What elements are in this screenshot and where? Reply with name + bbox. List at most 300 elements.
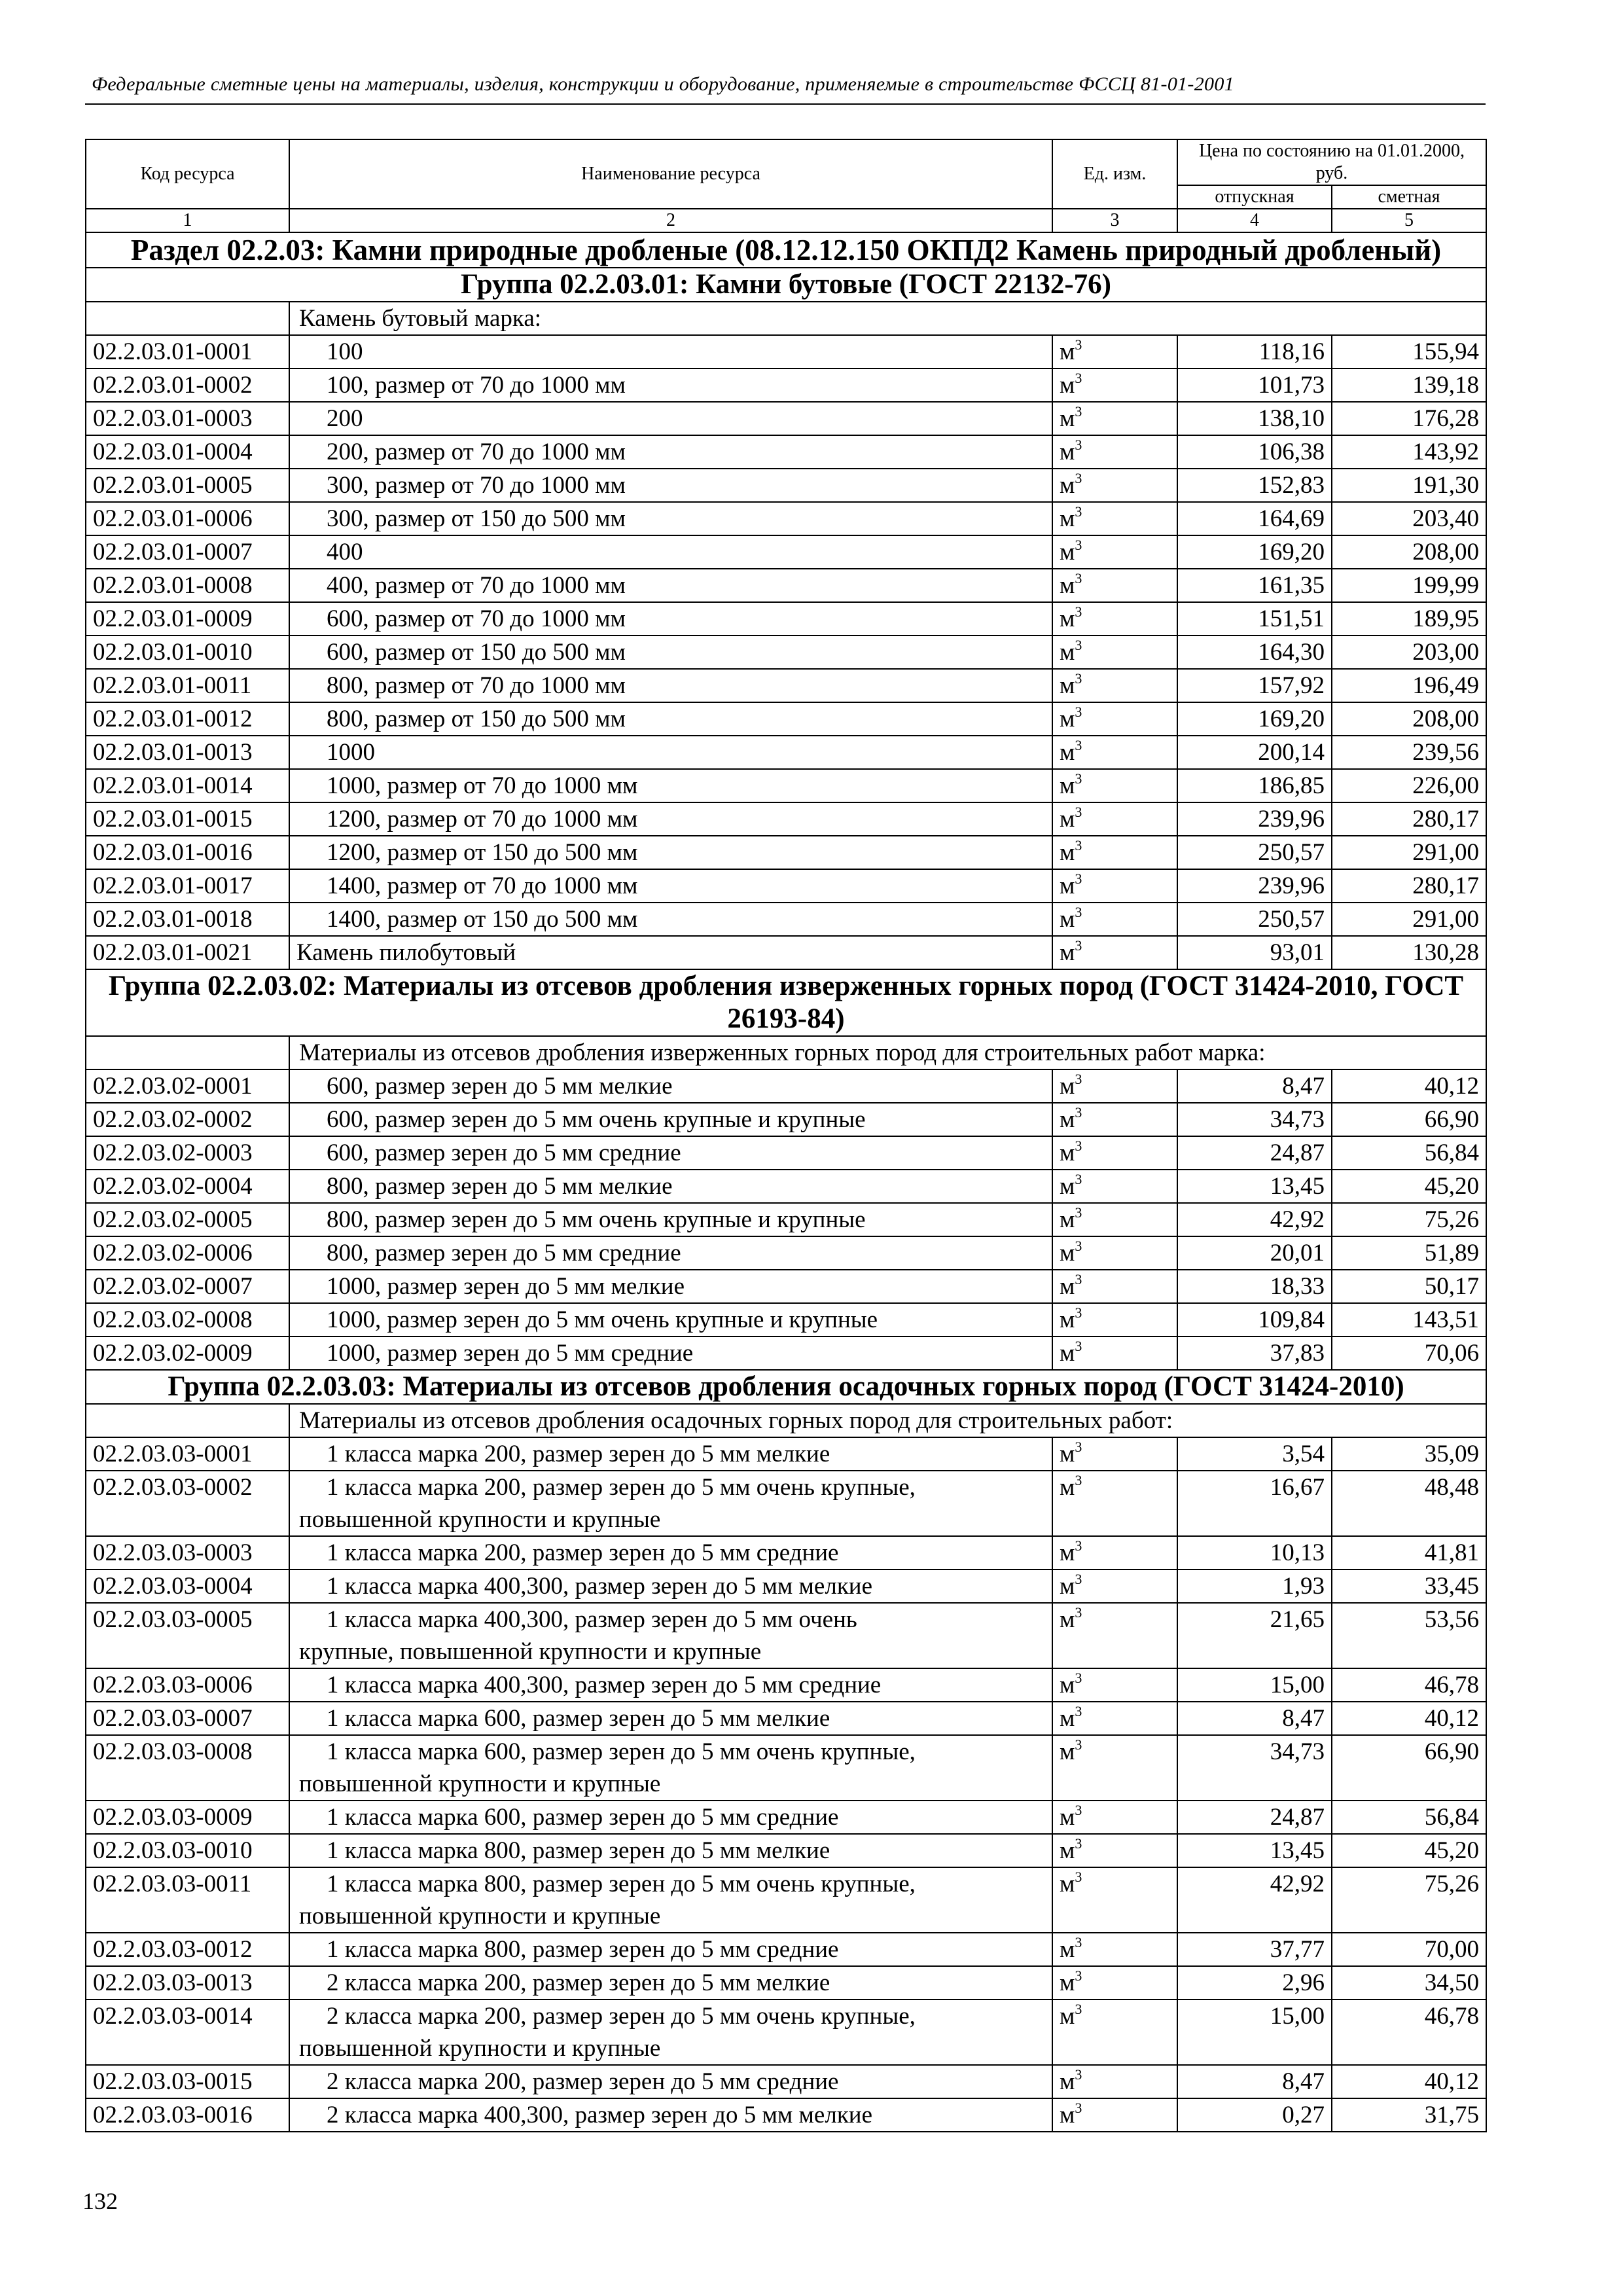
resource-name [289,802,1052,836]
header-name: Наименование ресурса [289,139,1052,209]
group-subtitle-row [86,1036,1486,1069]
resource-code: 02.2.03.01-0012 [86,702,289,736]
table-row [86,936,1486,969]
price-release: 15,00 [1177,2000,1332,2065]
unit-power: 3 [1075,1104,1082,1121]
price-release: 250,57 [1177,903,1332,936]
unit-power: 3 [1075,1835,1082,1852]
unit-base: м [1060,1139,1075,1166]
unit-base: м [1060,1705,1075,1732]
resource-name [289,736,1052,769]
resource-name [289,1801,1052,1834]
unit-base: м [1060,1837,1075,1864]
price-estimate: 139,18 [1332,368,1486,402]
resource-name-line: 2 класса марка 200, размер зерен до 5 мм мелкие [327,1969,830,1996]
table-row [86,2098,1486,2132]
unit-base: м [1060,1606,1075,1633]
header-price: Цена по состоянию на 01.01.2000, руб. [1177,139,1486,185]
unit-power: 3 [1075,437,1082,453]
unit-power: 3 [1075,1869,1082,1885]
unit [1052,1603,1177,1668]
price-estimate: 31,75 [1332,2098,1486,2132]
unit-power: 3 [1075,1802,1082,1818]
group-title: Группа 02.2.03.02: Материалы из отсевов дробления изверженных горных пород (ГОСТ 31424-2010, ГОСТ 26193-84) [86,969,1486,1036]
unit-power: 3 [1075,670,1082,687]
price-table [85,139,1487,2132]
unit-power: 3 [1075,770,1082,787]
unit-base: м [1060,1672,1075,1698]
unit [1052,702,1177,736]
resource-name [289,1437,1052,1471]
resource-name [289,1536,1052,1570]
price-estimate: 280,17 [1332,802,1486,836]
unit-base: м [1060,1539,1075,1566]
price-release: 164,30 [1177,636,1332,669]
price-release: 24,87 [1177,1136,1332,1170]
unit-base: м [1060,1474,1075,1501]
resource-code: 02.2.03.01-0005 [86,469,289,502]
price-estimate: 176,28 [1332,402,1486,435]
section-title: Раздел 02.2.03: Камни природные дробленые (08.12.12.150 ОКПД2 Камень природный дробленый) [86,232,1486,268]
unit [1052,1536,1177,1570]
unit [1052,869,1177,903]
resource-name-line: 1000 [327,739,375,766]
price-release: 169,20 [1177,535,1332,569]
unit-power: 3 [1075,570,1082,586]
resource-name-line: 1200, размер от 150 до 500 мм [327,839,638,866]
unit-base: м [1060,772,1075,799]
unit [1052,1471,1177,1536]
resource-name-line: 1 класса марка 400,300, размер зерен до 5 мм мелкие [327,1573,873,1600]
header-colnum: 5 [1332,209,1486,232]
group-subtitle: Камень бутовый марка: [289,302,1486,335]
resource-name [289,535,1052,569]
resource-name [289,702,1052,736]
price-estimate: 208,00 [1332,702,1486,736]
unit-power: 3 [1075,1439,1082,1455]
resource-name [289,1136,1052,1170]
unit [1052,1437,1177,1471]
unit-power: 3 [1075,1238,1082,1254]
header-colnum: 2 [289,209,1052,232]
resource-name [289,502,1052,535]
unit [1052,836,1177,869]
unit [1052,2098,1177,2132]
unit-power: 3 [1075,937,1082,954]
price-release: 16,67 [1177,1471,1332,1536]
resource-code: 02.2.03.01-0006 [86,502,289,535]
table-row [86,2065,1486,2098]
unit-power: 3 [1075,370,1082,386]
resource-name-line: 800, размер зерен до 5 мм мелкие [327,1173,673,1200]
resource-name-line-2: повышенной крупности и крупные [299,1770,661,1797]
resource-code: 02.2.03.02-0004 [86,1170,289,1203]
price-release: 106,38 [1177,435,1332,469]
price-estimate: 203,00 [1332,636,1486,669]
unit-power: 3 [1075,1537,1082,1554]
resource-code: 02.2.03.01-0021 [86,936,289,969]
table-row [86,469,1486,502]
table-header [86,139,1486,232]
unit [1052,469,1177,502]
price-estimate: 50,17 [1332,1270,1486,1303]
table-row [86,1303,1486,1336]
resource-name [289,2000,1052,2065]
resource-name-line: 600, размер зерен до 5 мм мелкие [327,1073,673,1100]
unit-power: 3 [1075,336,1082,353]
table-row [86,669,1486,702]
unit [1052,1867,1177,1933]
resource-name-line: 300, размер от 70 до 1000 мм [327,472,626,499]
price-release: 118,16 [1177,335,1332,368]
resource-code: 02.2.03.03-0008 [86,1735,289,1801]
resource-code: 02.2.03.03-0003 [86,1536,289,1570]
unit-power: 3 [1075,470,1082,486]
unit-base: м [1060,1871,1075,1897]
table-row [86,1966,1486,2000]
price-estimate: 40,12 [1332,2065,1486,2098]
resource-name-line: 1 класса марка 600, размер зерен до 5 мм очень крупные, [327,1738,916,1765]
price-estimate: 33,45 [1332,1570,1486,1603]
resource-name-line: 600, размер от 70 до 1000 мм [327,605,626,632]
unit-base: м [1060,2003,1075,2030]
unit-base: м [1060,1573,1075,1600]
price-release: 2,96 [1177,1966,1332,2000]
unit [1052,802,1177,836]
price-release: 34,73 [1177,1103,1332,1136]
unit-power: 3 [1075,1204,1082,1221]
unit [1052,1103,1177,1136]
resource-name [289,1103,1052,1136]
resource-name [289,769,1052,802]
resource-name-line: 1400, размер от 150 до 500 мм [327,906,638,933]
price-estimate: 45,20 [1332,1170,1486,1203]
resource-name-line: 400, размер от 70 до 1000 мм [327,572,626,599]
resource-code: 02.2.03.03-0012 [86,1933,289,1966]
table-row [86,1270,1486,1303]
header-unit: Ед. изм. [1052,139,1177,209]
unit-power: 3 [1075,1571,1082,1587]
price-release: 186,85 [1177,769,1332,802]
unit-power: 3 [1075,737,1082,753]
resource-name-line-2: повышенной крупности и крупные [299,2035,661,2062]
resource-name-line: 400 [327,539,363,565]
resource-name [289,469,1052,502]
resource-code: 02.2.03.02-0007 [86,1270,289,1303]
resource-name-line: 800, размер зерен до 5 мм очень крупные и крупные [327,1206,866,1233]
price-release: 200,14 [1177,736,1332,769]
table-row [86,1336,1486,1370]
table-row [86,1570,1486,1603]
resource-name-line: Камень пилобутовый [296,939,516,966]
resource-name-line: 300, размер от 150 до 500 мм [327,505,626,532]
resource-name-line: 200, размер от 70 до 1000 мм [327,439,626,465]
table-row [86,368,1486,402]
unit [1052,1203,1177,1236]
unit-base: м [1060,1441,1075,1467]
price-release: 24,87 [1177,1801,1332,1834]
unit-power: 3 [1075,837,1082,853]
unit-base: м [1060,2102,1075,2128]
resource-code: 02.2.03.01-0003 [86,402,289,435]
header-colnum: 3 [1052,209,1177,232]
resource-name-line: 1 класса марка 200, размер зерен до 5 мм очень крупные, [327,1474,916,1501]
price-release: 0,27 [1177,2098,1332,2132]
unit [1052,1236,1177,1270]
unit-base: м [1060,605,1075,632]
unit-base: м [1060,1240,1075,1266]
unit-power: 3 [1075,1967,1082,1984]
unit-base: м [1060,405,1075,432]
price-estimate: 48,48 [1332,1471,1486,1536]
price-release: 138,10 [1177,402,1332,435]
resource-name [289,1236,1052,1270]
unit-power: 3 [1075,2100,1082,2116]
price-estimate: 208,00 [1332,535,1486,569]
resource-name [289,636,1052,669]
price-estimate: 56,84 [1332,1801,1486,1834]
unit-base: м [1060,505,1075,532]
price-estimate: 203,40 [1332,502,1486,535]
price-estimate: 291,00 [1332,903,1486,936]
unit [1052,669,1177,702]
price-estimate: 226,00 [1332,769,1486,802]
group-title-row [86,969,1486,1036]
unit [1052,1702,1177,1735]
resource-code: 02.2.03.01-0002 [86,368,289,402]
unit-base: м [1060,806,1075,833]
section-title-row [86,232,1486,268]
resource-code: 02.2.03.02-0008 [86,1303,289,1336]
unit-power: 3 [1075,804,1082,820]
price-release: 34,73 [1177,1735,1332,1801]
resource-name-line: 1000, размер зерен до 5 мм мелкие [327,1273,685,1300]
price-estimate: 41,81 [1332,1536,1486,1570]
resource-code: 02.2.03.03-0015 [86,2065,289,2098]
unit-base: м [1060,839,1075,866]
header-price-estimate: сметная [1332,185,1486,209]
price-estimate: 143,92 [1332,435,1486,469]
resource-name-line: 1400, размер от 70 до 1000 мм [327,872,638,899]
price-estimate: 280,17 [1332,869,1486,903]
price-release: 239,96 [1177,869,1332,903]
resource-name-line: 1 класса марка 600, размер зерен до 5 мм средние [327,1804,839,1831]
unit-power: 3 [1075,1670,1082,1686]
price-release: 109,84 [1177,1303,1332,1336]
resource-name-line: 100, размер от 70 до 1000 мм [327,372,626,399]
unit-base: м [1060,872,1075,899]
resource-code: 02.2.03.03-0011 [86,1867,289,1933]
unit-power: 3 [1075,704,1082,720]
table-row [86,1735,1486,1801]
unit-base: м [1060,939,1075,966]
resource-code: 02.2.03.01-0008 [86,569,289,602]
price-release: 157,92 [1177,669,1332,702]
table-row [86,569,1486,602]
unit [1052,1270,1177,1303]
subtitle-blank [86,1036,289,1069]
unit-base: м [1060,1936,1075,1963]
unit [1052,1069,1177,1103]
resource-code: 02.2.03.01-0015 [86,802,289,836]
unit [1052,402,1177,435]
group-title: Группа 02.2.03.03: Материалы из отсевов дробления осадочных горных пород (ГОСТ 31424-2010) [86,1370,1486,1404]
unit-power: 3 [1075,1171,1082,1187]
unit-power: 3 [1075,637,1082,653]
resource-code: 02.2.03.02-0002 [86,1103,289,1136]
resource-name [289,1203,1052,1236]
resource-name [289,1834,1052,1867]
subtitle-blank [86,1404,289,1437]
resource-name-line-2: крупные, повышенной крупности и крупные [299,1638,762,1665]
table-row [86,502,1486,535]
resource-name [289,1966,1052,2000]
unit [1052,769,1177,802]
unit-power: 3 [1075,1934,1082,1950]
running-header: Федеральные сметные цены на материалы, изделия, конструкции и оборудование, применяемые в строительстве ФССЦ 81-01-2001 [92,73,1234,95]
resource-code: 02.2.03.01-0011 [86,669,289,702]
price-estimate: 46,78 [1332,2000,1486,2065]
resource-code: 02.2.03.01-0018 [86,903,289,936]
table-row [86,1437,1486,1471]
price-estimate: 45,20 [1332,1834,1486,1867]
unit-power: 3 [1075,904,1082,920]
resource-code: 02.2.03.02-0001 [86,1069,289,1103]
unit-power: 3 [1075,1703,1082,1719]
table-row [86,1471,1486,1536]
resource-name-line: 1000, размер от 70 до 1000 мм [327,772,638,799]
resource-code: 02.2.03.01-0001 [86,335,289,368]
table-row [86,769,1486,802]
price-release: 21,65 [1177,1603,1332,1668]
price-release: 101,73 [1177,368,1332,402]
resource-code: 02.2.03.03-0009 [86,1801,289,1834]
resource-name-line: 600, размер зерен до 5 мм средние [327,1139,681,1166]
price-release: 8,47 [1177,2065,1332,2098]
resource-name-line: 1 класса марка 600, размер зерен до 5 мм мелкие [327,1705,830,1732]
resource-code: 02.2.03.03-0016 [86,2098,289,2132]
unit-base: м [1060,739,1075,766]
resource-name-line: 1 класса марка 800, размер зерен до 5 мм мелкие [327,1837,830,1864]
resource-name [289,402,1052,435]
table-row [86,535,1486,569]
resource-name [289,1603,1052,1668]
unit [1052,502,1177,535]
price-estimate: 75,26 [1332,1203,1486,1236]
price-release: 152,83 [1177,469,1332,502]
resource-code: 02.2.03.03-0010 [86,1834,289,1867]
resource-name [289,1170,1052,1203]
price-release: 239,96 [1177,802,1332,836]
group-title: Группа 02.2.03.01: Камни бутовые (ГОСТ 22132-76) [86,268,1486,302]
price-estimate: 130,28 [1332,936,1486,969]
unit-base: м [1060,1306,1075,1333]
resource-name-line: 2 класса марка 200, размер зерен до 5 мм средние [327,2068,839,2095]
resource-name [289,435,1052,469]
resource-name [289,335,1052,368]
unit [1052,602,1177,636]
resource-name [289,602,1052,636]
unit-base: м [1060,1969,1075,1996]
table-row [86,836,1486,869]
resource-code: 02.2.03.03-0005 [86,1603,289,1668]
resource-name-line: 600, размер зерен до 5 мм очень крупные и крупные [327,1106,866,1133]
unit [1052,1170,1177,1203]
resource-name-line: 1 класса марка 800, размер зерен до 5 мм средние [327,1936,839,1963]
table-body [86,232,1486,2132]
resource-code: 02.2.03.01-0009 [86,602,289,636]
price-estimate: 75,26 [1332,1867,1486,1933]
price-release: 93,01 [1177,936,1332,969]
price-release: 169,20 [1177,702,1332,736]
resource-name-line: 800, размер от 70 до 1000 мм [327,672,626,699]
unit [1052,1966,1177,2000]
resource-code: 02.2.03.03-0004 [86,1570,289,1603]
unit [1052,1136,1177,1170]
unit-base: м [1060,372,1075,399]
resource-code: 02.2.03.01-0013 [86,736,289,769]
table-row [86,602,1486,636]
resource-name-line: 1 класса марка 200, размер зерен до 5 мм мелкие [327,1441,830,1467]
resource-code: 02.2.03.03-0013 [86,1966,289,2000]
table-row [86,636,1486,669]
price-release: 8,47 [1177,1702,1332,1735]
table-row [86,1668,1486,1702]
resource-code: 02.2.03.01-0017 [86,869,289,903]
price-release: 8,47 [1177,1069,1332,1103]
unit-power: 3 [1075,2001,1082,2017]
unit-base: м [1060,338,1075,365]
unit [1052,1834,1177,1867]
group-subtitle: Материалы из отсевов дробления изверженных горных пород для строительных работ марка: [289,1036,1486,1069]
price-release: 18,33 [1177,1270,1332,1303]
resource-name [289,1933,1052,1966]
resource-name [289,669,1052,702]
price-estimate: 155,94 [1332,335,1486,368]
group-subtitle-row [86,1404,1486,1437]
resource-name [289,1336,1052,1370]
unit-base: м [1060,706,1075,732]
table-row [86,1702,1486,1735]
unit-power: 3 [1075,870,1082,887]
table-row [86,1933,1486,1966]
resource-code: 02.2.03.01-0007 [86,535,289,569]
unit [1052,736,1177,769]
resource-name-line: 1200, размер от 70 до 1000 мм [327,806,638,833]
header-price-release: отпускная [1177,185,1332,209]
unit-base: м [1060,906,1075,933]
price-release: 15,00 [1177,1668,1332,1702]
unit-base: м [1060,1173,1075,1200]
resource-code: 02.2.03.01-0004 [86,435,289,469]
unit [1052,1570,1177,1603]
unit [1052,1336,1177,1370]
table-row [86,702,1486,736]
group-title-row [86,1370,1486,1404]
unit-base: м [1060,1073,1075,1100]
resource-name-line: 800, размер от 150 до 500 мм [327,706,626,732]
unit-power: 3 [1075,1472,1082,1488]
table-row [86,1103,1486,1136]
table-row [86,1603,1486,1668]
table-row [86,1236,1486,1270]
price-estimate: 70,06 [1332,1336,1486,1370]
price-release: 250,57 [1177,836,1332,869]
price-estimate: 191,30 [1332,469,1486,502]
price-estimate: 35,09 [1332,1437,1486,1471]
resource-name [289,1702,1052,1735]
unit [1052,636,1177,669]
